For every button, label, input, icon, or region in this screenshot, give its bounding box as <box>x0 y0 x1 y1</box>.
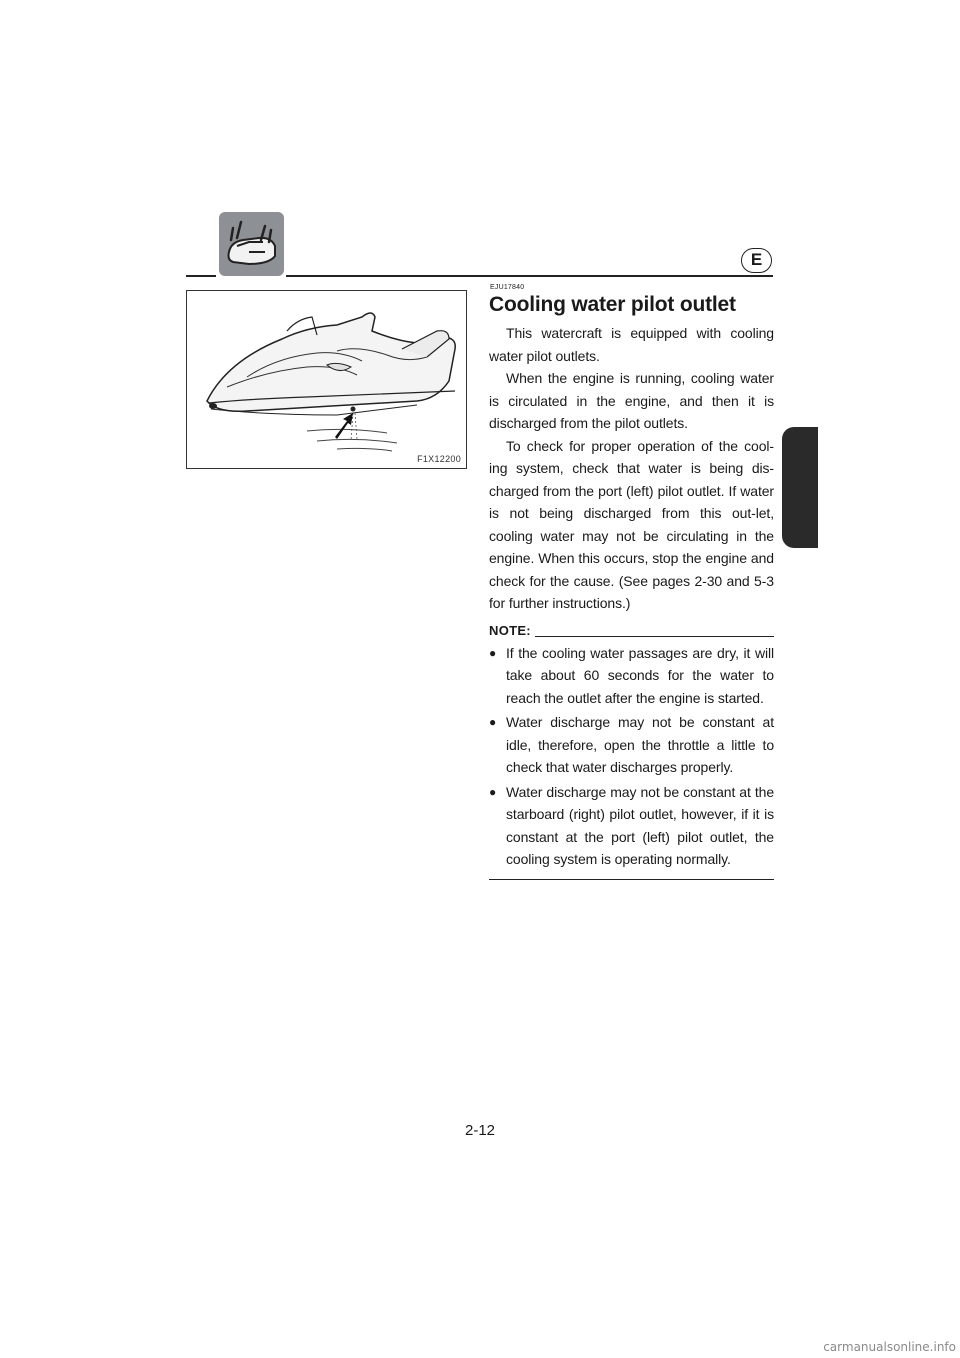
pointer-arrow-icon <box>335 413 353 439</box>
note-list <box>489 642 774 871</box>
bullet-icon: ● <box>489 784 497 799</box>
figure-code: F1X12200 <box>417 454 461 464</box>
paragraph: This watercraft is equipped with cooling water pilot outlets. <box>489 325 774 364</box>
note-item-text: Water discharge may not be constant at the starboard (right) pilot outlet, however, if it is constant at the port (left) pilot outlet, the cooling system is operating normally. <box>506 783 774 867</box>
header-rule-right <box>286 275 773 277</box>
watercraft-section-icon <box>219 212 284 276</box>
note-item <box>489 711 774 779</box>
bullet-icon: ● <box>489 715 497 729</box>
section-code: EJU17840 <box>490 284 525 291</box>
language-badge: E <box>741 248 772 273</box>
chapter-tab <box>782 427 818 548</box>
note-end-rule <box>489 879 774 880</box>
note-rule <box>535 636 774 637</box>
paragraph: When the engine is running, cooling water is circulated in the engine, and then it is discharged from the pilot outlets. <box>489 370 774 431</box>
note-item-text: Water discharge may not be constant at idle, therefore, open the throttle a little to check that water discharges properly. <box>506 714 774 775</box>
note-item <box>489 781 774 871</box>
note-item-text: If the cooling water passages are dry, it will take about 60 seconds for the water to reach the outlet after the engine is started. <box>506 644 774 706</box>
watercraft-illustration <box>187 291 467 469</box>
note-label: NOTE: <box>489 622 531 638</box>
content-column <box>489 284 774 880</box>
header-rule-left <box>186 275 216 277</box>
watermark: carmanualsonline.info <box>823 1340 956 1354</box>
section-title: Cooling water pilot outlet <box>489 293 736 316</box>
bullet-icon: ● <box>489 645 497 660</box>
note-box <box>489 619 774 880</box>
page-number: 2-12 <box>464 1122 496 1139</box>
paragraph: To check for proper operation of the cool-ing system, check that water is being dis-charged from the port (left) pilot outlet. If water is not being discharged from this out-let, cooling water may not be circulating in the engine. When this occurs, stop the engine and check for the cause. (See pages 2-30 and 5-3 for further instructions.) <box>489 437 774 611</box>
note-item <box>489 642 774 710</box>
figure-frame <box>186 290 467 469</box>
